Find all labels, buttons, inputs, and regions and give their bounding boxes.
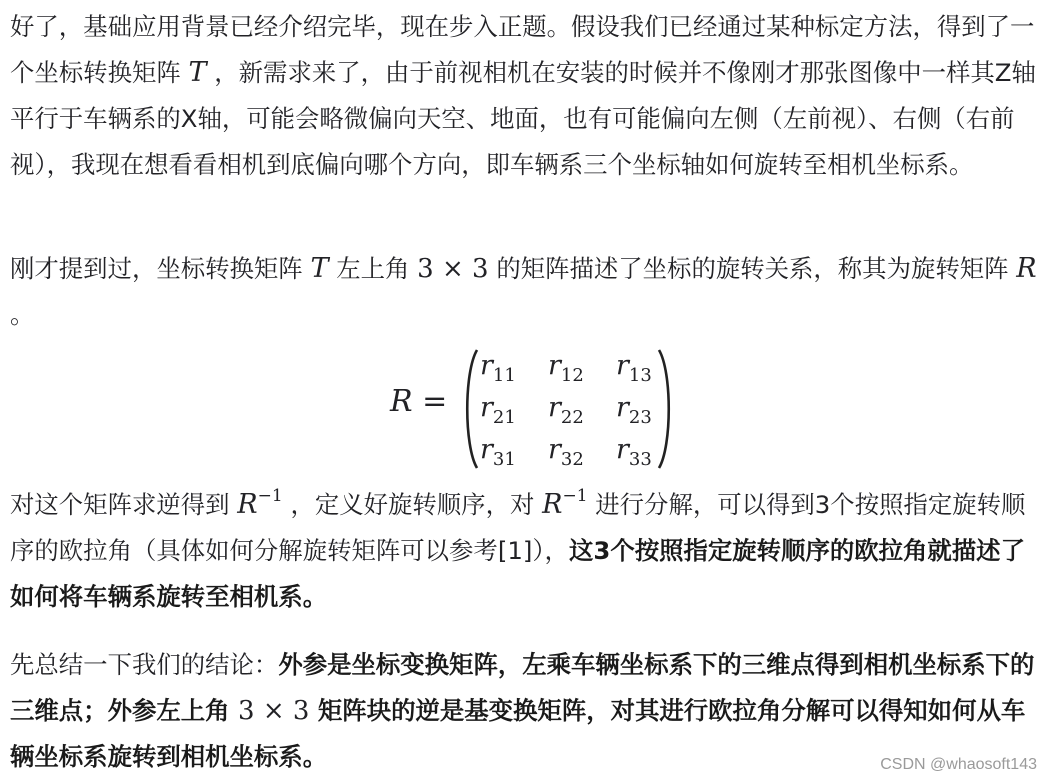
paragraph-rotation-matrix xyxy=(10,246,1042,338)
paragraph-intro xyxy=(10,4,1042,188)
math-3x3: 3 × 3 xyxy=(417,254,489,284)
matrix-cell: $r_{33}$ xyxy=(616,434,652,470)
math-T: T xyxy=(310,253,329,284)
text: 好了，基础应用背景已经介绍完毕，现在步入正题。假设我们已经通过某种标定方法，得到了一个坐标转换矩阵 xyxy=(10,12,1035,87)
math-3x3: 3 × 3 xyxy=(238,696,310,726)
bold-text: 外参是坐标变换矩阵，左乘车辆坐标系下的三维点得到相机坐标系下的三维点；外参左上角 xyxy=(10,650,1035,725)
watermark: CSDN @whaosoft143 xyxy=(880,756,1037,773)
text: 先总结一下我们的结论： xyxy=(10,650,279,679)
text: 左上角 xyxy=(328,254,418,283)
matrix-cell: $r_{23}$ xyxy=(616,392,652,428)
math-R: R xyxy=(237,489,258,520)
text: 。 xyxy=(10,300,35,329)
rotation-matrix-formula xyxy=(380,344,680,472)
text: 进行分解，可以得到3个按照指定旋转顺序的欧拉角（具体如何分解旋转矩阵可以参考[1]）， xyxy=(10,490,1026,565)
matrix-cell: $r_{32}$ xyxy=(548,434,584,470)
matrix-cell: $r_{11}$ xyxy=(480,350,516,386)
text: 刚才提到过，坐标转换矩阵 xyxy=(10,254,311,283)
matrix-cell: $r_{31}$ xyxy=(480,434,516,470)
text: ，定义好旋转顺序，对 xyxy=(282,490,543,519)
math-R: R xyxy=(1016,253,1037,284)
right-paren-icon xyxy=(656,348,676,470)
matrix-grid xyxy=(480,348,658,470)
matrix-cell: $r_{13}$ xyxy=(616,350,652,386)
matrix-cell: $r_{21}$ xyxy=(480,392,516,428)
paragraph-inverse xyxy=(10,482,1042,620)
math-R: R xyxy=(542,489,563,520)
math-sup: −1 xyxy=(257,486,283,506)
matrix-cell: $r_{22}$ xyxy=(548,392,584,428)
formula-lhs: R = xyxy=(390,384,448,419)
left-paren-icon xyxy=(460,348,480,470)
matrix-cell: $r_{12}$ xyxy=(548,350,584,386)
text: ，新需求来了，由于前视相机在安装的时候并不像刚才那张图像中一样其Z轴平行于车辆系的X轴，可能会略微偏向天空、地面，也有可能偏向左侧（左前视）、右侧（右前视），我现在想看看相机到底偏向哪个方向，即车辆系三个坐标轴如何旋转至相机坐标系。 xyxy=(10,58,1036,179)
text: 的矩阵描述了坐标的旋转关系，称其为旋转矩阵 xyxy=(488,254,1017,283)
bold-text: 这3个按照指定旋转顺序的欧拉角就描述了如何将车辆系旋转至相机系。 xyxy=(10,536,1025,611)
math-T: T xyxy=(188,57,207,88)
math-sup: −1 xyxy=(562,486,588,506)
text: 对这个矩阵求逆得到 xyxy=(10,490,238,519)
bold-text: 矩阵块的逆是基变换矩阵，对其进行欧拉角分解可以得知如何从车辆坐标系旋转到相机坐标系。 xyxy=(10,696,1026,771)
